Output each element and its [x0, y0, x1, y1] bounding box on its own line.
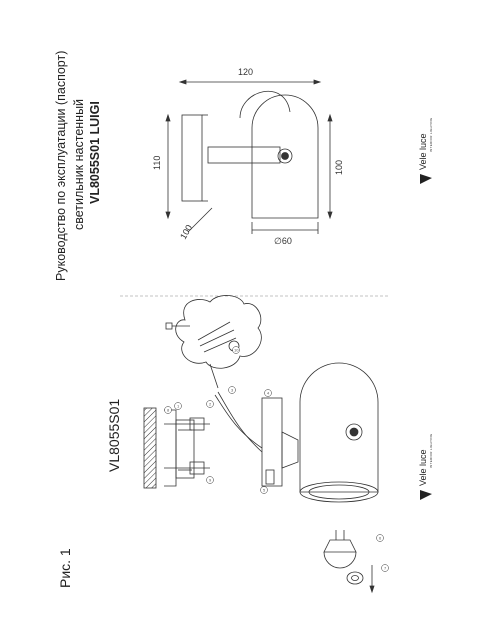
brand-name-top: Vele luce	[418, 133, 428, 170]
brand-tagline-top: INTERIOR LIGHTING	[429, 117, 433, 152]
manual-title-line3: VL8055S01 LUIGI	[88, 101, 102, 204]
dim-height-right: 100	[334, 159, 344, 175]
callout-7: 7	[384, 565, 387, 571]
callout-1: 1	[177, 403, 180, 409]
callout-2: 2	[209, 401, 212, 407]
callout-3: 3	[231, 387, 234, 393]
dim-height-left: 110	[152, 155, 162, 170]
callout-6: 6	[379, 535, 382, 541]
callouts	[165, 347, 389, 572]
exploded-view	[144, 295, 378, 592]
dimension-drawing	[166, 80, 332, 234]
callout-8: 8	[167, 407, 170, 413]
brand-tagline-bottom: INTERIOR LIGHTING	[429, 433, 433, 468]
callout-10: 10	[234, 347, 239, 353]
brand-name-bottom: Vele luce	[418, 449, 428, 486]
dim-diameter: ∅60	[274, 236, 292, 246]
manual-title-line1: Руководство по эксплуатации (паспорт)	[54, 50, 68, 281]
figure-model: VL8055S01	[106, 398, 122, 472]
dim-width: 120	[238, 67, 254, 77]
callout-9: 9	[209, 477, 212, 483]
callout-5: 5	[263, 487, 266, 493]
manual-title-line2: светильник настенный	[72, 98, 86, 230]
figure-label: Рис. 1	[57, 548, 73, 588]
dim-depth: 100	[178, 222, 195, 241]
callout-4: 4	[267, 390, 270, 396]
